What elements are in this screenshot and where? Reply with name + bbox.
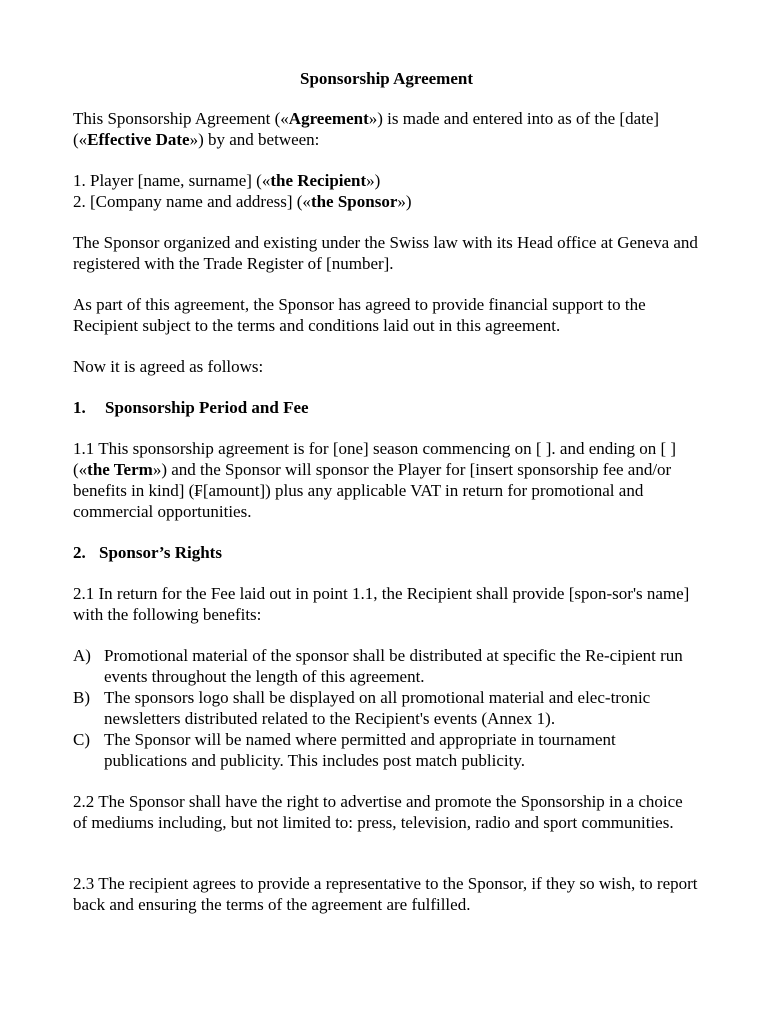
benefit-mark: A) — [73, 646, 91, 665]
benefit-text: Promotional material of the sponsor shall be distributed at specific the Re-cipient run events throughout the length of this agreement. — [104, 646, 683, 686]
party-text: [Company name and address] (« — [90, 192, 311, 211]
agreed-line: Now it is agreed as follows: — [73, 357, 264, 376]
benefit-item-b — [73, 687, 700, 729]
benefit-mark: C) — [73, 730, 90, 749]
sponsor-paragraph: The Sponsor organized and existing under the Swiss law with its Head office at Geneva and registered with the Trade Register of [number]. — [73, 233, 698, 273]
section-1-number: 1. — [73, 398, 86, 417]
benefit-text: The sponsors logo shall be displayed on all promotional material and elec-tronic newsletters distributed related to the Recipient's events (Annex 1). — [104, 688, 651, 728]
benefit-mark: B) — [73, 688, 90, 707]
benefit-item-c — [73, 729, 700, 771]
intro-text-1: This Sponsorship Agreement (« — [73, 109, 289, 128]
party-bold-sponsor: the Sponsor — [310, 192, 398, 211]
parties-list — [73, 170, 700, 212]
section-2-number: 2. — [73, 543, 86, 562]
support-paragraph: As part of this agreement, the Sponsor has agreed to provide financial support to the Recipient subject to the terms and conditions laid out in this agreement. — [73, 295, 646, 335]
party-item-recipient — [73, 170, 700, 191]
section-1-heading — [73, 397, 700, 418]
party-bold-recipient: the Recipient — [270, 171, 367, 190]
intro-bold-effective-date: Effective Date — [87, 130, 190, 149]
section-2-title: Sponsor’s Rights — [99, 543, 222, 562]
party-text: Player [name, surname] (« — [90, 171, 271, 190]
intro-text-3: ») by and between: — [189, 130, 320, 149]
benefit-text: The Sponsor will be named where permitted and appropriate in tournament publications and publicity. This includes post match publicity. — [104, 730, 616, 770]
intro-bold-agreement: Agreement — [288, 109, 369, 128]
document-title: Sponsorship Agreement — [299, 69, 473, 88]
party-text-end: ») — [366, 171, 381, 190]
party-item-sponsor — [73, 191, 700, 212]
benefits-list — [73, 645, 700, 771]
clause-2-3: 2.3 The recipient agrees to provide a representative to the Sponsor, if they so wish, to report back and ensuring the terms of the agreement are fulfilled. — [73, 874, 698, 914]
section-2-heading — [73, 542, 700, 563]
clause-1-1-text-end: ») and the Sponsor will sponsor the Player for [insert sponsorship fee and/or benefits in kind] (₣[amount]) plus any applicable VAT in return for promotional and commercial opportunities. — [73, 460, 672, 521]
party-text-end: ») — [397, 192, 412, 211]
intro-text-2: ») is made and entered into as of the [date] (« — [73, 109, 660, 149]
clause-1-1-bold-term: the Term — [87, 460, 153, 479]
clause-1-1 — [73, 438, 700, 522]
clause-2-2: 2.2 The Sponsor shall have the right to advertise and promote the Sponsorship in a choice of mediums including, but not limited to: press, television, radio and sport communities. — [73, 792, 683, 832]
party-number: 1. — [73, 171, 86, 190]
benefit-item-a — [73, 645, 700, 687]
section-1-title: Sponsorship Period and Fee — [105, 398, 309, 417]
clause-2-1: 2.1 In return for the Fee laid out in point 1.1, the Recipient shall provide [spon-sor's name] with the following benefits: — [73, 584, 690, 624]
intro-paragraph — [73, 108, 700, 150]
clause-1-1-text: 1.1 This sponsorship agreement is for [one] season commencing on [ ]. and ending on [ ] (« — [73, 439, 677, 479]
party-number: 2. — [73, 192, 86, 211]
